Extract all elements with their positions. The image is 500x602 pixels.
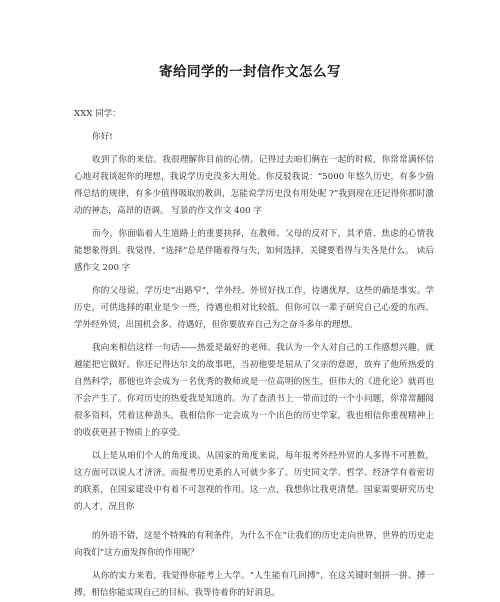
salutation: XXX 同学： xyxy=(74,109,121,119)
paragraph: 从你的实力来看，我觉得你能考上大学。“人生能有几回搏”，在这关键时刻拼一拼、搏一搏，相信你能实现自己的目标。我等待着你的好消息。 xyxy=(74,571,434,598)
greeting: 你好! xyxy=(92,132,113,142)
paragraph: 的外语不错，这是个特殊的有利条件，为什么不在“让我们的历史走向世界，世界的历史走向我们”这方面发挥你的作用呢？ xyxy=(74,531,434,558)
letter-body xyxy=(74,106,434,602)
paragraph: 以上是从咱们个人的角度谈。从国家的角度来说，每年报考外经外贸的人多得不可胜数，这方面可以说人才济济。而报考历史系的人可就少多了。历史同文学、哲学、经济学有着密切的联系，在国家建设中有着不可忽视的作用。这一点，我想你比我更清楚。国家需要研究历史的人才，况且你 xyxy=(74,451,434,512)
paragraph: 我向来相信这样一句话——热爱是最好的老师。我认为一个人对自己的工作感想兴趣，就越能把它做好。你还记得达尔文的故事吧，当初他要是屈从了父亲的意愿，放弃了他所热爱的自然科学，那他也许会成为一名优秀的教师或是一位高明的医生，但伟大的《进化论》就再也不会产生了。你对历史的热爱我是知道的。为了查清书上一带而过的一个小问题，你常常翻阅很多资料，凭着这种劲头，我相信你一定会成为一个出色的历史学家，我也相信你重视精神上的收获更甚于物质上的享受。 xyxy=(74,343,434,438)
paragraph: 你的父母说，学历史“出路窄”，学外经、外贸好找工作，待遇优厚，这些的确是事实。学历史，可供选择的职业是少一些，待遇也相对比较低。但你可以一辈子研究自己心爱的东西。学外经外贸，出国机会多、待遇好，但你要放弃自己为之奋斗多年的理想。 xyxy=(74,286,434,330)
paragraph: 而今，你面临着人生道路上的重要抉择，在教师、父母的反对下，其矛盾、焦虑的心情我能想象得到。我觉得，“选择”总是伴随着得与失，如何选择，关键要看得与失各是什么。 读后感作文 200 字 xyxy=(74,229,434,273)
document-title: 寄给同学的一封信作文怎么写 xyxy=(159,64,341,80)
paragraph: 收到了你的来信。我很理解你目前的心情。记得过去咱们俩在一起的时候，你常常满怀信心地对我谈起你的理想，我说学历史没多大用处。你反驳我说：“5000 年悠久历史，有多少值得总结的规律，有多少值得吸取的教训，怎能说学历史没有用处呢 ?”我到现在还记得你那时激动的神态，高昂的语调。 写景的作文作文 400 字 xyxy=(74,155,434,216)
